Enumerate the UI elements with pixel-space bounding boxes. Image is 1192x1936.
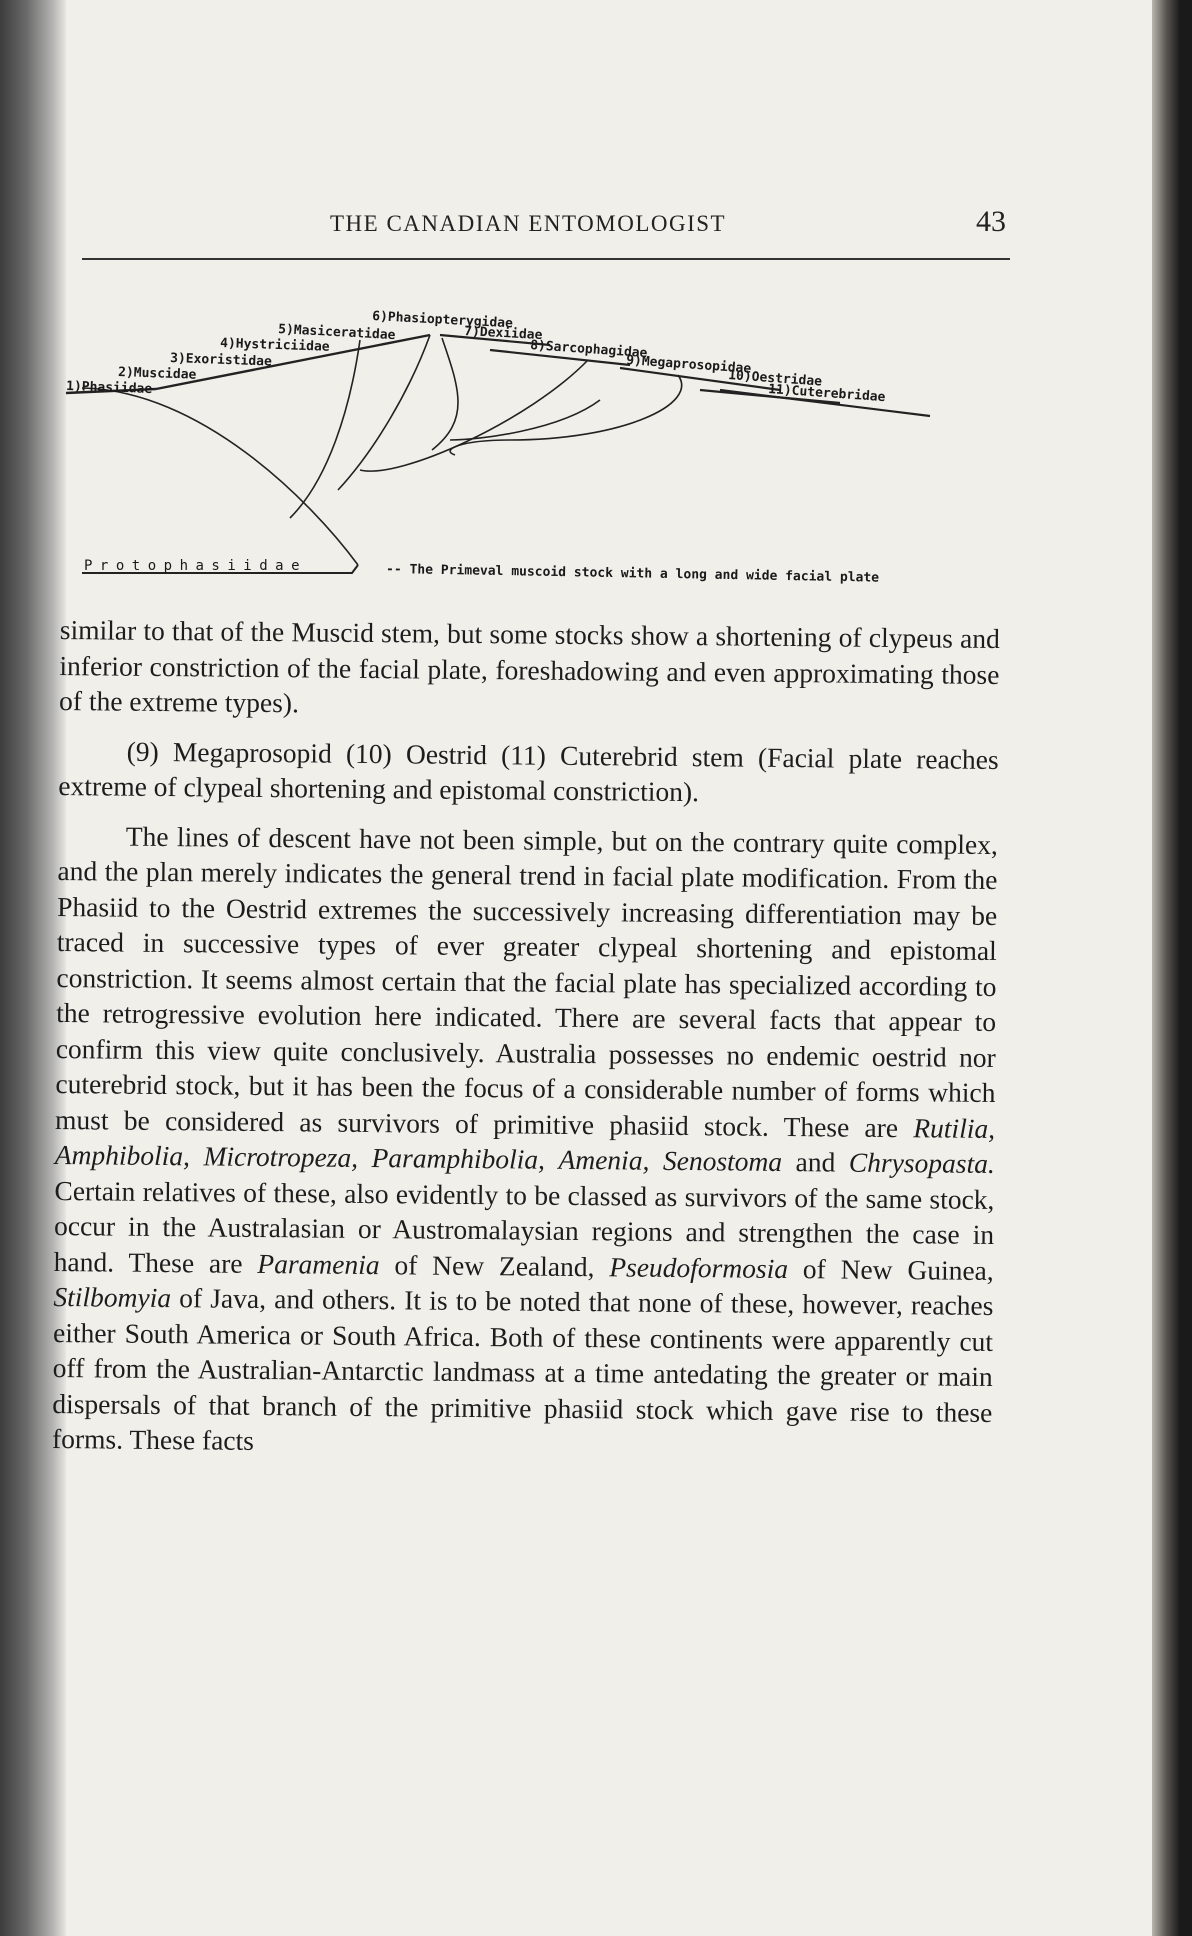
genus-paramenia: Paramenia bbox=[257, 1247, 380, 1280]
branch-arc-4 bbox=[432, 338, 458, 450]
branch-arc-2 bbox=[290, 340, 360, 518]
genus-amphibolia: Amphibolia, bbox=[54, 1138, 191, 1172]
diagram-root-label: Protophasiidae bbox=[84, 558, 308, 574]
diagram-label-10: 10)Oestridae bbox=[727, 368, 823, 390]
paragraph-3-ng: of New Guinea, bbox=[802, 1252, 994, 1286]
body-text bbox=[52, 612, 1000, 1465]
branch-arc-5 bbox=[360, 360, 588, 471]
genus-rutilia: Rutilia, bbox=[913, 1111, 996, 1144]
diagram-label-8: 8)Sarcophagidae bbox=[529, 338, 648, 362]
word-and: and bbox=[795, 1146, 836, 1178]
genus-amenia: Amenia, bbox=[558, 1143, 650, 1176]
genus-senostoma: Senostoma bbox=[662, 1144, 783, 1177]
running-title: THE CANADIAN ENTOMOLOGIST bbox=[330, 211, 727, 236]
genus-paramphibolia: Paramphibolia, bbox=[371, 1142, 546, 1175]
genus-pseudoformosia: Pseudoformosia bbox=[609, 1250, 789, 1284]
running-head bbox=[80, 205, 1010, 253]
branch-arc-6 bbox=[450, 375, 682, 455]
genus-microtropeza: Microtropeza, bbox=[203, 1140, 359, 1173]
paragraph-3-start: The lines of descent have not been simple, but on the contrary quite complex, and the plan merely indicates the general trend in facial plate modification. From the Phasiid to the Oestrid extremes the successively increasing differentiation may be traced in successive types of ever greater clypeal shortening and epistomal constriction. It seems almost certain that the facial plate has specialized according to the retrogressive evolution here indicated. There are several facts that appear to confirm this view quite conclusively. Australia possesses no endemic oestrid nor cuterebrid stock, but it has been the focus of a considerable number of forms which must be considered as survivors of primitive phasiid stock. These are bbox=[54, 820, 998, 1143]
diagram-label-9: 9)Megaprosopidae bbox=[625, 353, 752, 377]
branch-arc-1 bbox=[82, 388, 358, 565]
diagram-label-1: 1)Phasiidae bbox=[65, 379, 153, 398]
paragraph-3-end: of Java, and others. It is to be noted that none of these, however, reaches either South America or South Africa. Both of these continents were apparently cut off from the Australian-Antarctic landmass at a time antedating the greater or main dispersals of that branch of the primitive phasiid stock which gave rise to these forms. These facts bbox=[51, 1282, 994, 1456]
diagram-label-5: 5)Masiceratidae bbox=[277, 322, 396, 344]
diagram-label-6: 6)Phasiopterygidae bbox=[371, 309, 514, 332]
diagram-label-4: 4)Hystriciidae bbox=[219, 336, 330, 355]
branch-arc-7 bbox=[450, 400, 600, 440]
page-number: 43 bbox=[976, 205, 1006, 238]
phylogeny-diagram bbox=[60, 290, 1020, 600]
paragraph-3 bbox=[52, 817, 998, 1465]
genus-stilbomyia: Stilbomyia bbox=[53, 1280, 172, 1314]
paragraph-3-mid: Certain relatives of these, also evidently to be classed as survivors of the same stock, occur in the Australasian or Austromalaysian regions and strengthen the case in hand. These are bbox=[53, 1174, 995, 1279]
header-rule bbox=[82, 258, 1010, 260]
diagram-label-3: 3)Exoristidae bbox=[169, 351, 273, 370]
paragraph-3-nz: of New Zealand, bbox=[394, 1248, 595, 1282]
diagram-label-2: 2)Muscidae bbox=[117, 365, 197, 383]
paragraph-2: (9) Megaprosopid (10) Oestrid (11) Cuterebrid stem (Facial plate reaches extreme of clypeal shortening and epistomal constriction). bbox=[58, 735, 999, 808]
genus-chrysopasta: Chrysopasta. bbox=[848, 1146, 995, 1179]
diagram-label-7: 7)Dexiidae bbox=[463, 324, 543, 344]
branch-arc-3 bbox=[338, 335, 430, 490]
diagram-root-caption: -- The Primeval muscoid stock with a long and wide facial plate bbox=[385, 562, 880, 586]
paragraph-1: similar to that of the Muscid stem, but some stocks show a shortening of clypeus and inferior constriction of the facial plate, foreshadowing and even approximating those of the extreme types). bbox=[59, 613, 1000, 719]
diagram-label-11: 11)Cuterebridae bbox=[767, 382, 886, 406]
page-edge-shadow bbox=[1152, 0, 1192, 1936]
